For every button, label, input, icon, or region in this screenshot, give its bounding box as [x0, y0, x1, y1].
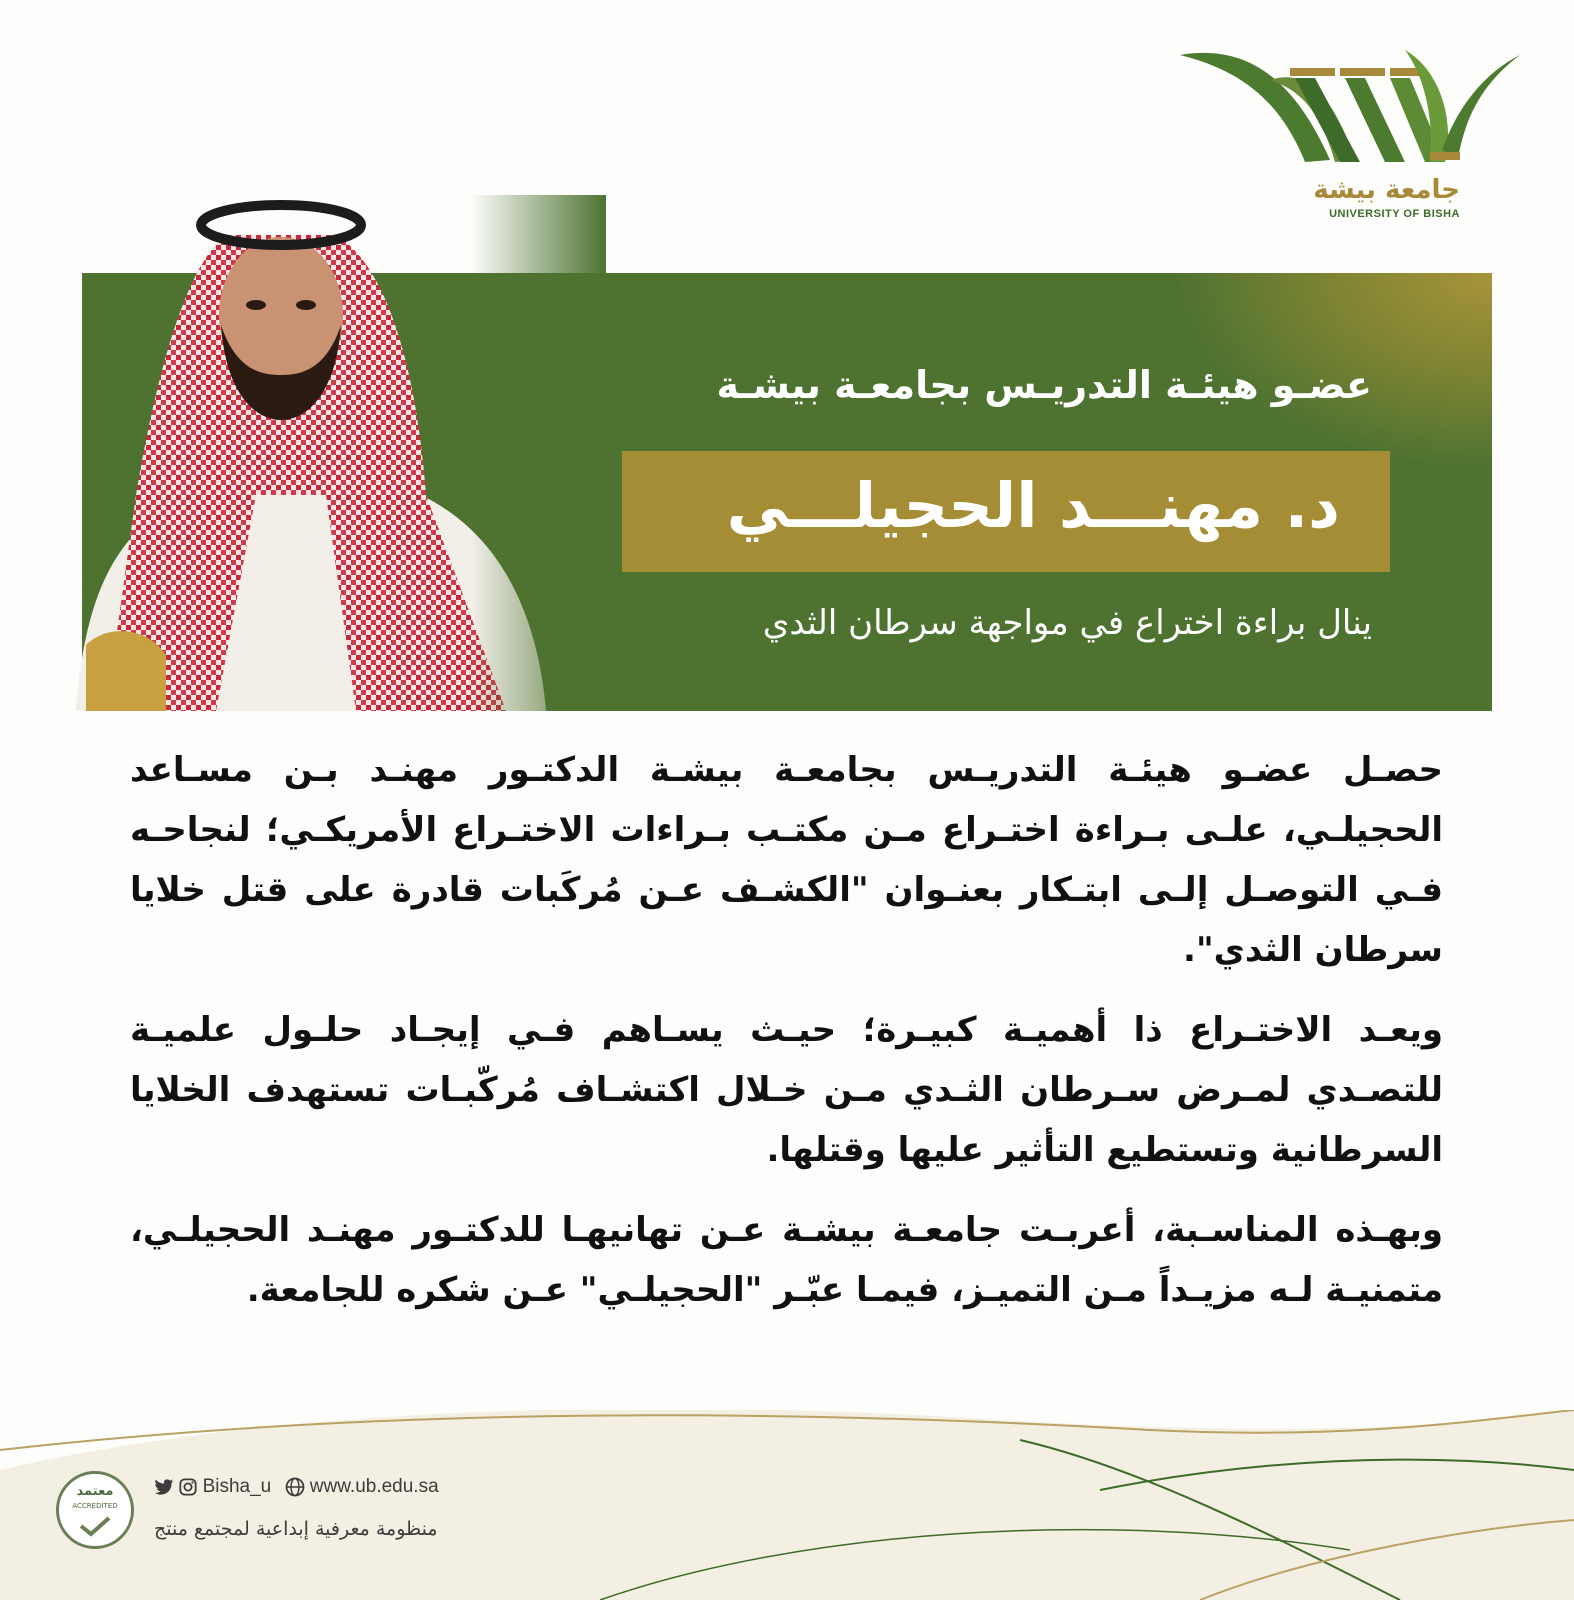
university-logo — [1180, 40, 1520, 230]
portrait-photo — [66, 195, 606, 711]
article-body — [130, 740, 1443, 1340]
twitter-icon[interactable] — [154, 1478, 174, 1496]
article-paragraph-3: وبهـذه المناسـبة، أعربـت جامعـة بيشـة عـن تهانيهـا للدكتـور مهنـد الحجيلـي، متمنيـة لـه مزيـداً مـن التميـز، فيمـا عبّـر "الحجيلـي" عـن شكره للجامعة. — [130, 1210, 1443, 1310]
person-name: د. مهنـــد الحجيلـــي — [726, 469, 1340, 542]
website-link[interactable]: www.ub.edu.sa — [309, 1476, 439, 1497]
accreditation-seal — [56, 1471, 134, 1549]
university-emblem-icon — [1180, 40, 1520, 180]
footer-slogan: منظومة معرفية إبداعية لمجتمع منتج — [154, 1518, 438, 1540]
footer-wave-decoration — [0, 1410, 1574, 1600]
accreditation-english: ACCREDITED — [72, 1502, 118, 1510]
logo-arabic-name: جامعة بيشة — [1313, 175, 1460, 205]
accreditation-arabic: معتمد — [76, 1484, 114, 1499]
article-paragraph-2: ويعـد الاختـراع ذا أهميـة كبيـرة؛ حيـث يسـاهم فـي إيجـاد حلـول علميـة للتصـدي لمـرض سـرطان الثـدي مـن خـلال اكتشـاف مُركّبـات تستهدف الخلايا السرطانية وتستطيع التأثير عليها وقتلها. — [130, 1010, 1443, 1170]
banner-subtitle: عضـو هيئـة التدريـس بجامعـة بيشـة — [716, 363, 1372, 407]
instagram-icon[interactable] — [179, 1478, 197, 1496]
article-paragraph-1: حصـل عضـو هيئـة التدريـس بجامعـة بيشـة الدكتـور مهنـد بـن مسـاعد الحجيلـي، علـى بـراءة اختـراع مـن مكتـب بـراءات الاختـراع الأمريكـي؛ لنجاحـه فـي التوصـل إلـى ابتـكار بعنـوان "الكشـف عـن مُركَبات قادرة على قتل خلايا سرطان الثدي". — [130, 750, 1443, 970]
checkmark-icon — [59, 1512, 131, 1542]
banner-tagline: ينال براءة اختراع في مواجهة سرطان الثدي — [762, 603, 1372, 643]
name-box — [622, 451, 1390, 572]
social-handle[interactable]: Bisha_u — [202, 1476, 272, 1497]
person-portrait-icon — [66, 195, 606, 711]
contact-row — [154, 1476, 439, 1498]
globe-icon — [285, 1477, 305, 1497]
logo-english-name: UNIVERSITY OF BISHA — [1329, 208, 1460, 220]
